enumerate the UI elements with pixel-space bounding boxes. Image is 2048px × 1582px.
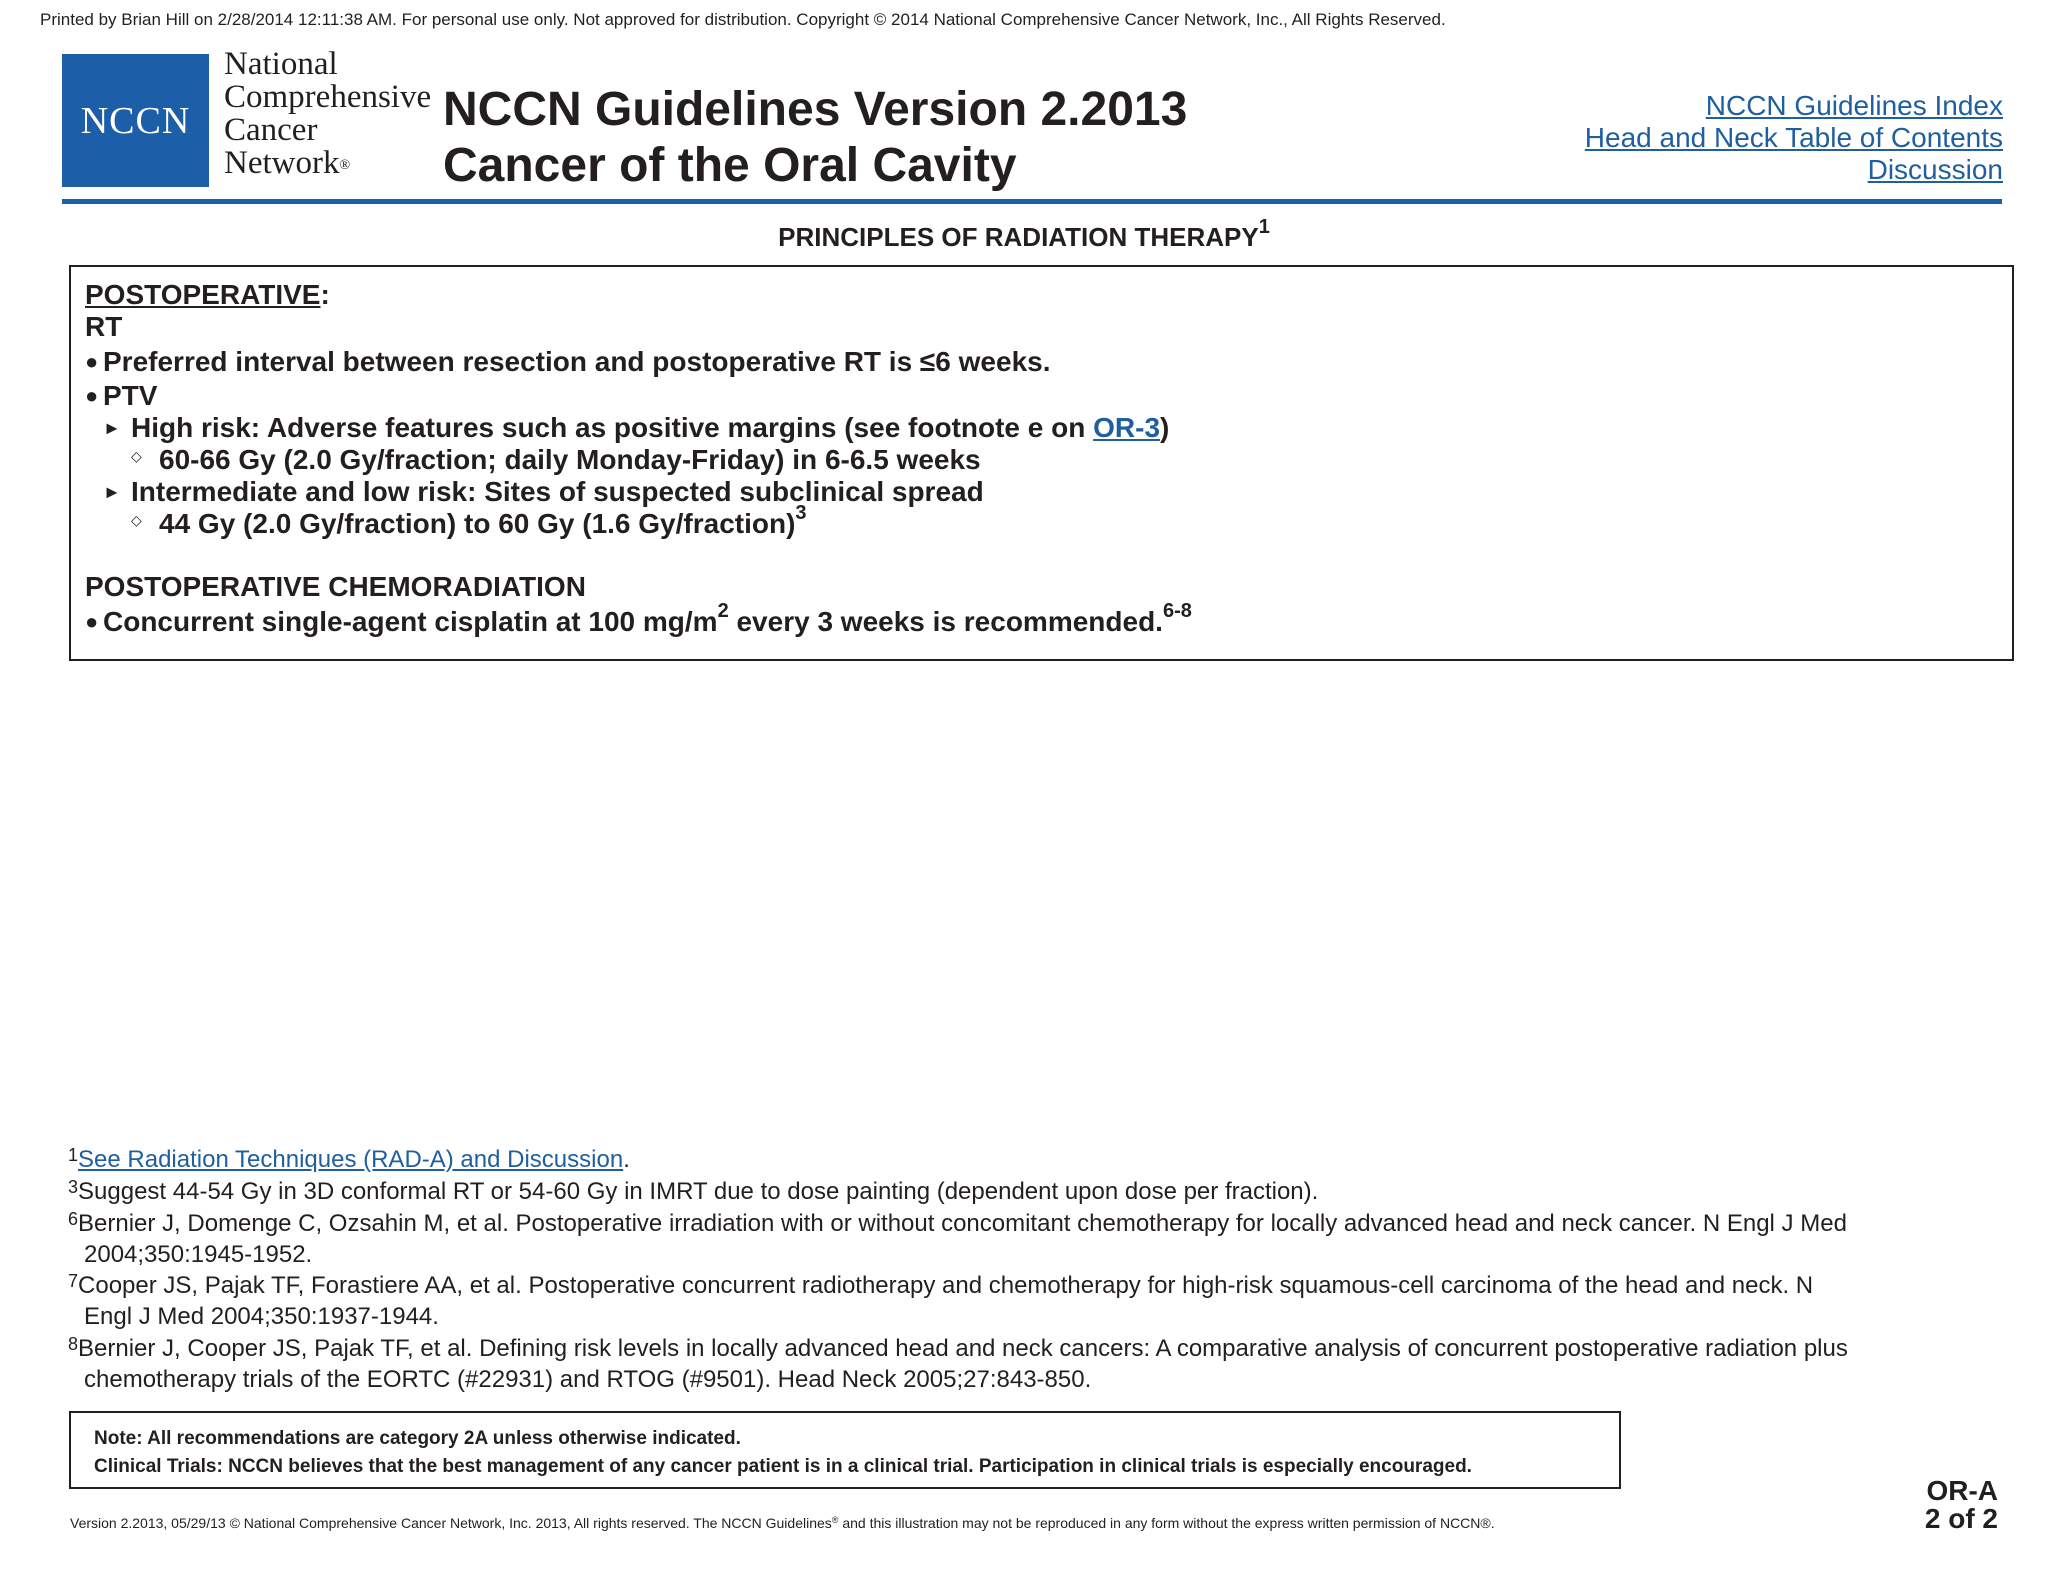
footnote	[68, 1333, 1848, 1395]
footnote	[68, 1176, 1318, 1207]
footnote-text: Cooper JS, Pajak TF, Forastiere AA, et al. Postoperative concurrent radiotherapy and chemotherapy for high-risk squamous-cell carcinoma of the head and neck. N	[78, 1272, 1814, 1299]
version-text: Version 2.2013, 05/29/13 © National Comprehensive Cancer Network, Inc. 2013, All rights reserved. The NCCN Guidelines	[70, 1515, 832, 1531]
heading-colon: :	[320, 279, 330, 310]
table-of-contents-link[interactable]: Head and Neck Table of Contents	[1584, 122, 2003, 153]
footnote-text: Suggest 44-54 Gy in 3D conformal RT or 54-60 Gy in IMRT due to dose painting (dependent upon dose per fraction).	[78, 1178, 1319, 1205]
footnote-number: 3	[68, 1177, 79, 1197]
note-box	[69, 1411, 1621, 1489]
cancer-type-title: Cancer of the Oral Cavity	[443, 139, 1017, 192]
page-title	[443, 82, 1187, 194]
postoperative-heading	[85, 279, 330, 311]
footnote-number: 8	[68, 1334, 79, 1354]
footnote-text-continued: 2004;350:1945-1952.	[84, 1241, 313, 1268]
section-title	[0, 216, 2048, 253]
version-text-end: and this illustration may not be reproduced in any form without the express written permission of NCCN®.	[838, 1515, 1495, 1531]
print-notice: Printed by Brian Hill on 2/28/2014 12:11:38 AM. For personal use only. Not approved for distribution. Copyright © 2014 National Comprehensive Cancer Network, Inc., All Rights Reserved.	[40, 10, 1446, 29]
footnote-ref: 3	[795, 502, 807, 524]
page-code: OR-A	[1926, 1475, 1998, 1506]
unit-superscript: 2	[717, 600, 729, 622]
version-copyright	[70, 1515, 1495, 1531]
clinical-trials-note: Clinical Trials: NCCN believes that the best management of any cancer patient is in a clinical trial. Participation in clinical trials is especially encouraged.	[94, 1456, 1472, 1477]
footnote	[68, 1144, 630, 1175]
list-item	[85, 600, 1192, 638]
list-item	[85, 346, 1051, 378]
radiation-techniques-link[interactable]: See Radiation Techniques (RAD-A) and Discussion	[78, 1146, 624, 1173]
bullet-icon: ●	[85, 349, 99, 374]
list-item	[85, 380, 157, 412]
high-risk-text: High risk: Adverse features such as positive margins (see footnote e on	[131, 412, 1094, 443]
guidelines-index-link[interactable]: NCCN Guidelines Index	[1705, 90, 2003, 121]
org-line	[224, 147, 444, 180]
page-identifier	[1925, 1477, 1998, 1533]
rt-subheading: RT	[85, 311, 123, 342]
footnote-number: 6	[68, 1209, 79, 1229]
list-item	[103, 412, 1169, 444]
arrow-bullet-icon: ►	[103, 418, 121, 438]
diamond-bullet-icon: ◇	[131, 448, 142, 464]
list-item-text: PTV	[103, 380, 158, 411]
intermediate-risk-dose: 44 Gy (2.0 Gy/fraction) to 60 Gy (1.6 Gy/fraction)	[159, 508, 796, 539]
footnote-text: Bernier J, Cooper JS, Pajak TF, et al. Defining risk levels in locally advanced head and neck cancers: A comparative analysis of concurrent postoperative radiation plus	[78, 1335, 1848, 1362]
registered-mark: ®	[831, 1515, 839, 1525]
section-title-text: PRINCIPLES OF RADIATION THERAPY	[778, 222, 1259, 252]
nccn-logo-text: NCCN	[80, 99, 191, 142]
org-line: Comprehensive	[224, 79, 432, 115]
footnote-number: 1	[68, 1145, 79, 1165]
high-risk-close: )	[1160, 412, 1170, 443]
high-risk-dose: 60-66 Gy (2.0 Gy/fraction; daily Monday-Friday) in 6-6.5 weeks	[159, 444, 981, 475]
postoperative-heading-text: POSTOPERATIVE	[85, 279, 321, 310]
footnote	[68, 1208, 1847, 1270]
category-note: Note: All recommendations are category 2A unless otherwise indicated.	[94, 1428, 741, 1449]
section-title-footnote-ref: 1	[1258, 216, 1270, 238]
list-item	[131, 502, 807, 540]
org-line: Cancer	[224, 112, 318, 148]
registered-mark: ®	[339, 158, 351, 173]
footnote-text-continued: chemotherapy trials of the EORTC (#22931) and RTOG (#9501). Head Neck 2005;27:843-850.	[84, 1366, 1092, 1393]
or-3-link[interactable]: OR-3	[1093, 412, 1161, 443]
discussion-link[interactable]: Discussion	[1867, 154, 2003, 185]
footnote-ref: 6-8	[1162, 600, 1192, 622]
arrow-bullet-icon: ►	[103, 482, 121, 502]
chemoradiation-text-end: every 3 weeks is recommended.	[728, 606, 1163, 637]
footnote-number: 7	[68, 1271, 79, 1291]
header-divider	[62, 199, 2002, 204]
footnote	[68, 1270, 1813, 1332]
organization-name	[224, 48, 444, 180]
navigation-links	[1585, 90, 2003, 186]
bullet-icon: ●	[85, 383, 99, 408]
org-line-text: Network	[224, 145, 340, 181]
footnote-text: Bernier J, Domenge C, Ozsahin M, et al. Postoperative irradiation with or without concomitant chemotherapy for locally advanced head and neck cancer. N Engl J Med	[78, 1210, 1847, 1237]
bullet-icon: ●	[85, 609, 99, 634]
intermediate-risk-text: Intermediate and low risk: Sites of suspected subclinical spread	[131, 476, 984, 507]
chemoradiation-text: Concurrent single-agent cisplatin at 100 mg/m	[103, 606, 718, 637]
list-item	[131, 444, 981, 476]
list-item	[103, 476, 984, 508]
chemoradiation-heading: POSTOPERATIVE CHEMORADIATION	[85, 571, 586, 602]
page-count: 2 of 2	[1924, 1503, 1998, 1534]
guidelines-version-title: NCCN Guidelines Version 2.2013	[443, 83, 1188, 136]
list-item-text: Preferred interval between resection and postoperative RT is ≤6 weeks.	[103, 346, 1051, 377]
org-line: National	[224, 46, 338, 82]
diamond-bullet-icon: ◇	[131, 512, 142, 528]
footnote-text-continued: Engl J Med 2004;350:1937-1944.	[84, 1303, 439, 1330]
footnote-period: .	[623, 1146, 630, 1173]
